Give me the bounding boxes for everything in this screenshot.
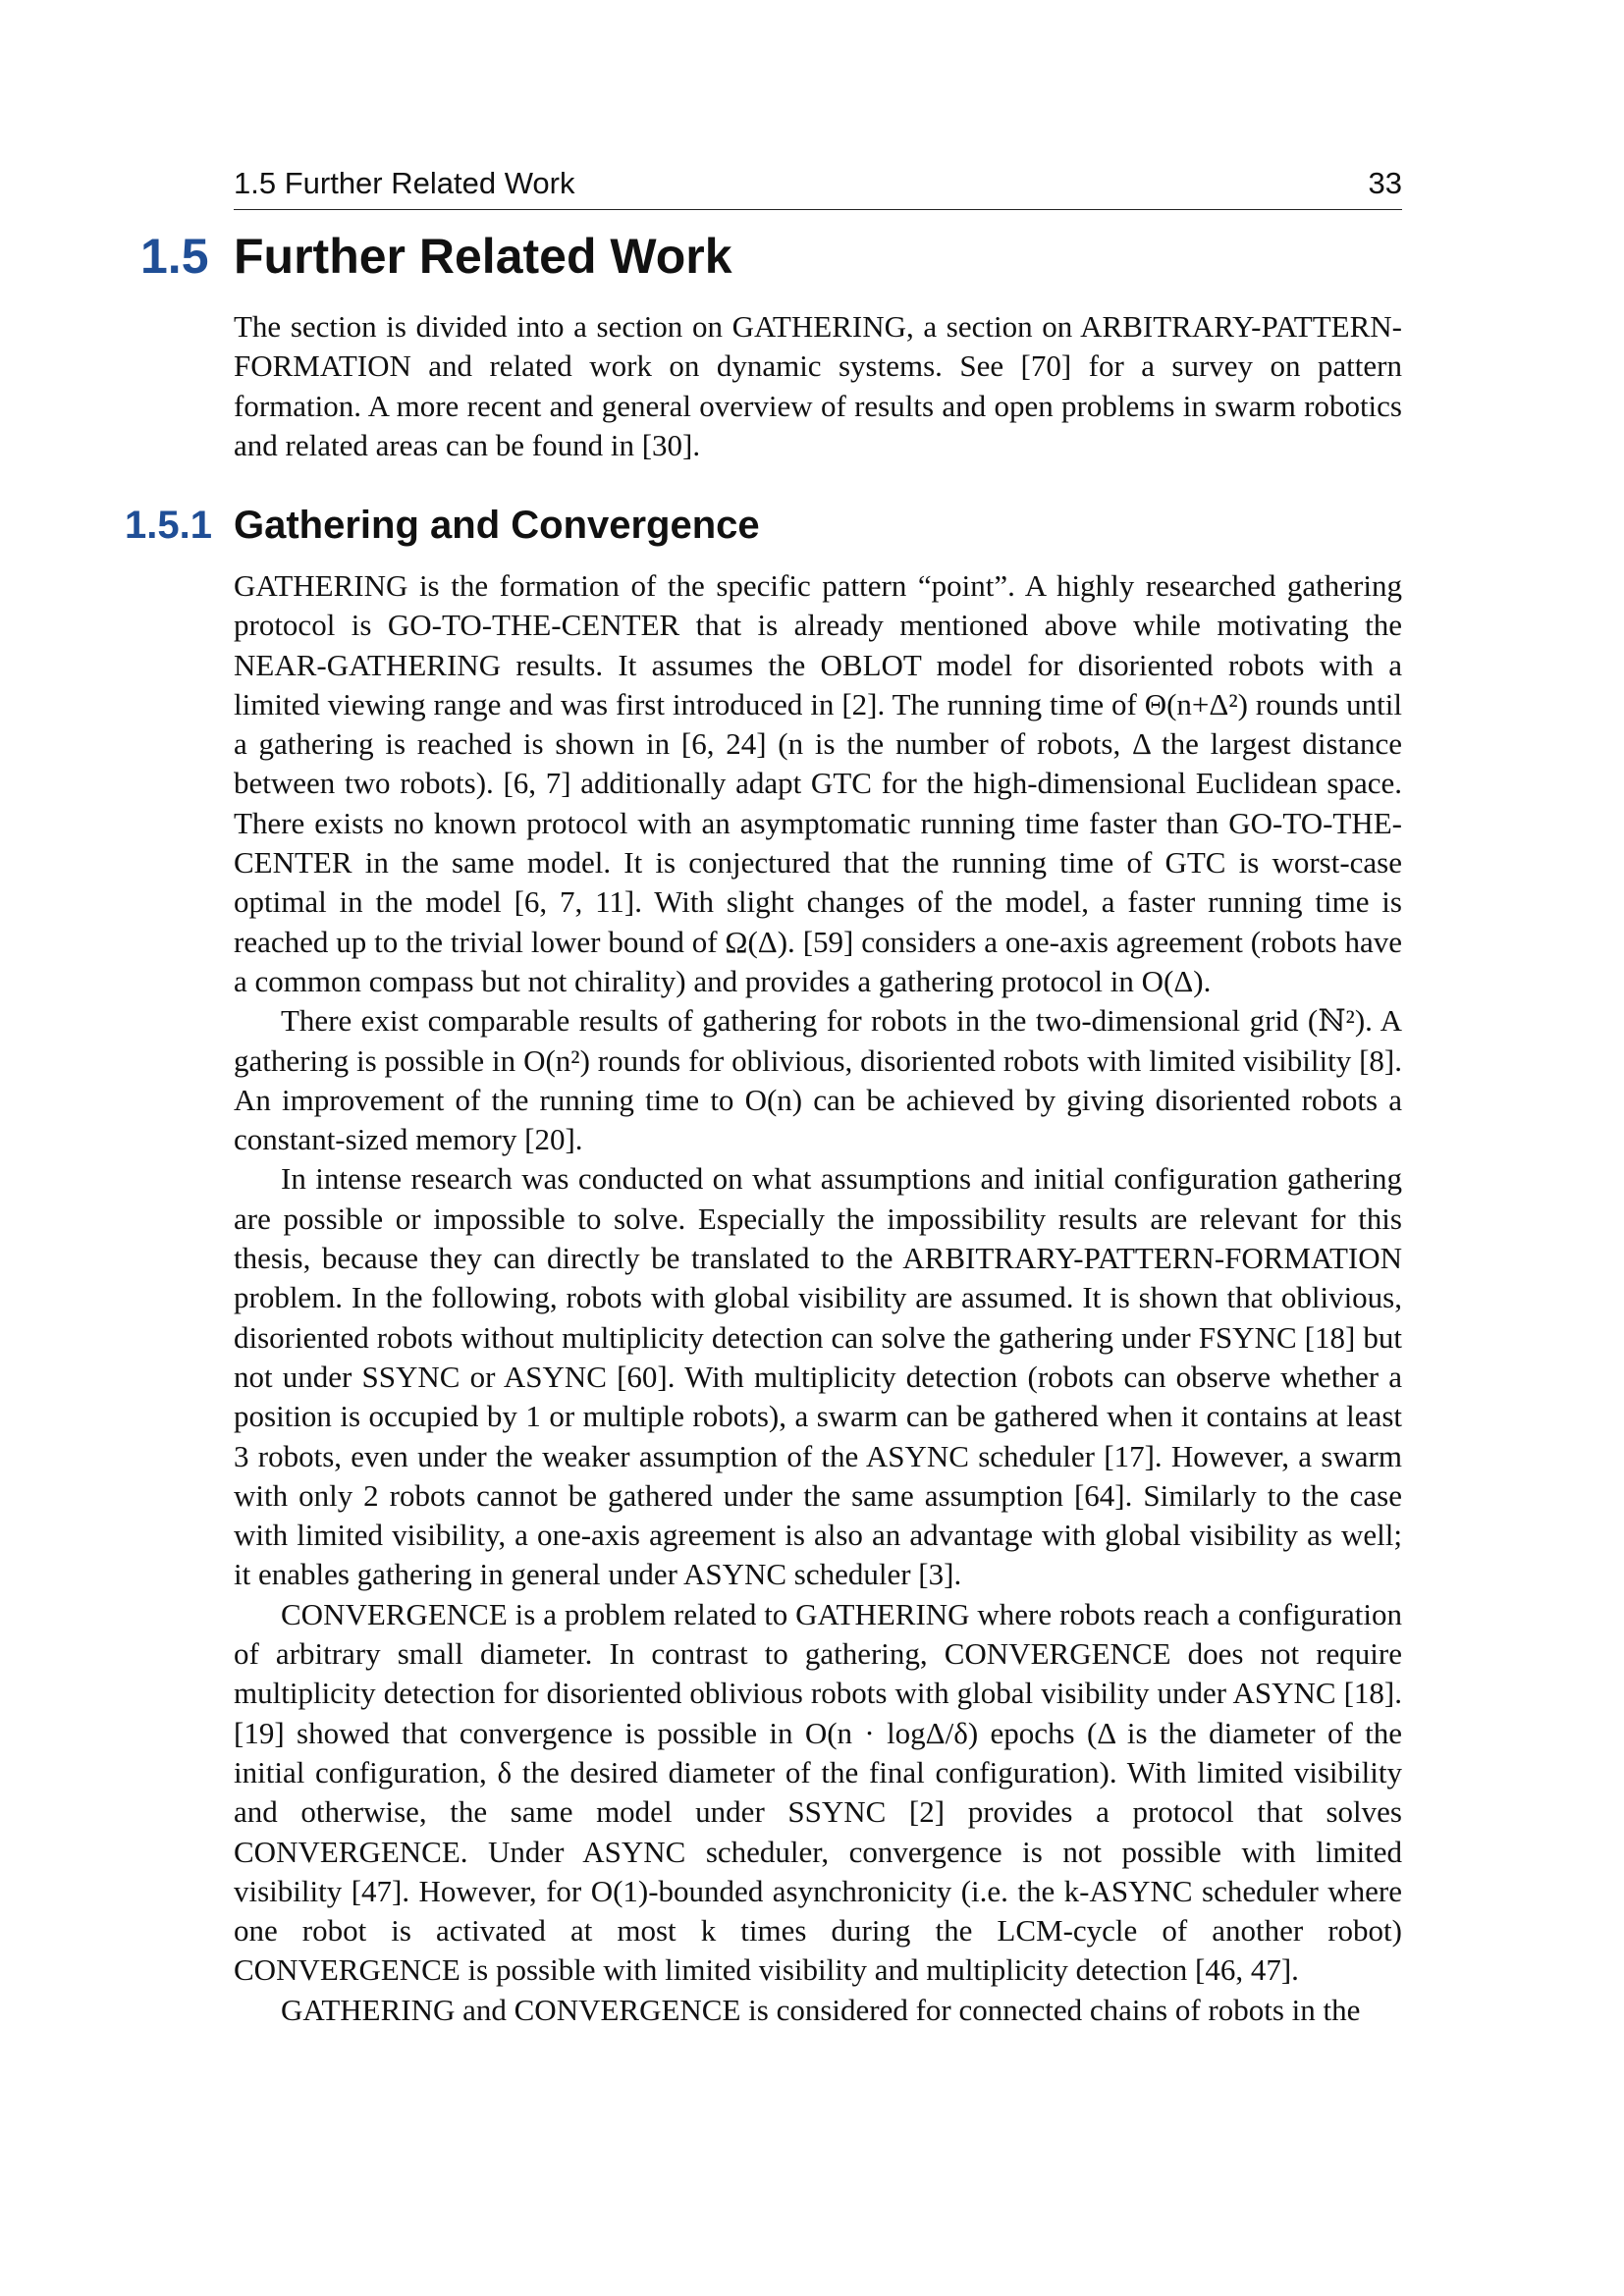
paragraph-grid: There exist comparable results of gathering for robots in the two-dimensional grid (ℕ²). A gathering is possible in O(n²) rounds for oblivious, disoriented robots with limited visibility [8]. An improvement of the running time to O(n) can be achieved by giving disoriented robots a constant-sized memory [20]. xyxy=(234,1003,1402,1157)
running-head xyxy=(234,162,1402,210)
paragraph-convergence: CONVERGENCE is a problem related to GATHERING where robots reach a configuration of arbitrary small diameter. In contrast to gathering, CONVERGENCE does not require multiplicity detection for disoriented oblivious robots with global visibility under ASYNC [18]. [19] showed that convergence is possible in O(n · logΔ/δ) epochs (Δ is the diameter of the initial configuration, δ the desired diameter of the final configuration). With limited visibility and otherwise, the same model under SSYNC [2] provides a protocol that solves CONVERGENCE. Under ASYNC scheduler, convergence is not possible with limited visibility [47]. However, for O(1)-bounded asynchronicity (i.e. the k-ASYNC scheduler where one robot is activated at most k times during the LCM-cycle of another robot) CONVERGENCE is possible with limited visibility and multiplicity detection [46, 47]. xyxy=(234,1596,1402,1988)
paragraph-gathering: GATHERING is the formation of the specific pattern “point”. A highly researched gathering protocol is GO-TO-THE-CENTER that is already mentioned above while motivating the NEAR-GATHERING results. It assumes the OBLOT model for disoriented robots with a limited viewing range and was first introduced in [2]. The running time of Θ(n+Δ²) rounds until a gathering is reached is shown in [6, 24] (n is the number of robots, Δ the largest distance between two robots). [6, 7] additionally adapt GTC for the high-dimensional Euclidean space. There exists no known protocol with an asymptomatic running time faster than GO-TO-THE-CENTER in the same model. It is conjectured that the running time of GTC is worst-case optimal in the model [6, 7, 11]. With slight changes of the model, a faster running time is reached up to the trivial lower bound of Ω(Δ). [59] considers a one-axis agreement (robots have a common compass but not chirality) and provides a gathering protocol in O(Δ). xyxy=(234,568,1402,998)
intro-paragraph: The section is divided into a section on GATHERING, a section on ARBITRARY-PATTERN-FORMATION and related work on dynamic systems. See [70] for a survey on pattern formation. A more recent and general overview of results and open problems in swarm robotics and related areas can be found in [30]. xyxy=(234,309,1402,462)
subsection-title: Gathering and Convergence xyxy=(234,504,760,547)
section-title: Further Related Work xyxy=(234,229,732,284)
body-block xyxy=(234,566,1402,2030)
page-number: 33 xyxy=(1368,166,1402,200)
running-head-title: 1.5 Further Related Work xyxy=(234,166,575,200)
subsection-number: 1.5.1 xyxy=(125,504,212,547)
paragraph-chains: GATHERING and CONVERGENCE is considered for connected chains of robots in the xyxy=(281,1992,1361,2027)
paragraph-impossibility: In intense research was conducted on what assumptions and initial configuration gathering are possible or impossible to solve. Especially the impossibility results are relevant for this thesis, because they can directly be translated to the ARBITRARY-PATTERN-FORMATION problem. In the following, robots with global visibility are assumed. It is shown that oblivious, disoriented robots without multiplicity detection can solve the gathering under FSYNC [18] but not under SSYNC or ASYNC [60]. With multiplicity detection (robots can observe whether a position is occupied by 1 or multiple robots), a swarm can be gathered when it contains at least 3 robots, even under the weaker assumption of the ASYNC scheduler [17]. However, a swarm with only 2 robots cannot be gathered under the same assumption [64]. Similarly to the case with limited visibility, a one-axis agreement is also an advantage with global visibility as well; it enables gathering in general under ASYNC scheduler [3]. xyxy=(234,1161,1402,1592)
intro-block xyxy=(234,307,1402,465)
section-number: 1.5 xyxy=(140,229,209,284)
